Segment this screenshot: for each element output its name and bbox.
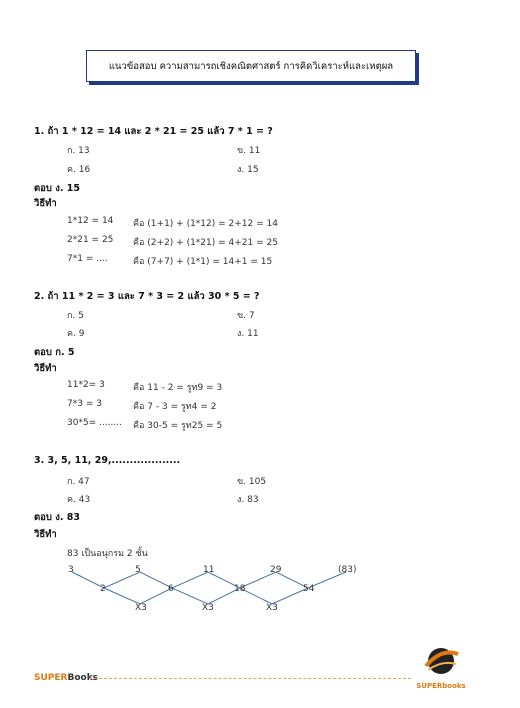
- series-top-1: 3: [68, 565, 74, 575]
- q2-solution-label: วิธีทำ: [34, 363, 57, 374]
- q2-step-3-right: คือ 30-5 = รูท25 = 5: [133, 421, 223, 431]
- footer-divider: [89, 678, 411, 679]
- series-bottom-3: X3: [266, 603, 278, 613]
- footer-brand-books: Books: [67, 673, 99, 683]
- q3-option-a: ก. 47: [67, 477, 90, 487]
- q1-step-1-right: คือ (1+1) + (1*12) = 2+12 = 14: [133, 219, 278, 229]
- page-title: แนวข้อสอบ ความสามารถเชิงคณิตศาสตร์ การคิดวิเคราะห์และเหตุผล: [108, 60, 394, 72]
- series-diagram: [0, 560, 520, 620]
- superbooks-logo-text: SUPERbooks: [416, 682, 466, 690]
- q2-option-a: ก. 5: [67, 311, 84, 321]
- q2-step-3-left: 30*5= ........: [67, 418, 122, 428]
- q2-step-2-left: 7*3 = 3: [67, 399, 102, 409]
- q2-option-d: ง. 11: [237, 329, 259, 339]
- q3-option-d: ง. 83: [237, 495, 259, 505]
- q1-option-d: ง. 15: [237, 165, 259, 175]
- superbooks-logo: [416, 644, 466, 690]
- q1-option-a: ก. 13: [67, 146, 90, 156]
- q2-step-1-right: คือ 11 - 2 = รูท9 = 3: [133, 383, 223, 393]
- series-mid-4: 54: [303, 584, 315, 594]
- series-bottom-2: X3: [202, 603, 214, 613]
- series-top-2: 5: [135, 565, 141, 575]
- q1-solution-label: วิธีทำ: [34, 198, 57, 209]
- q3-note: 83 เป็นอนุกรม 2 ชั้น: [67, 549, 148, 559]
- q1-option-c: ค. 16: [67, 165, 91, 175]
- q2-answer: ตอบ ก. 5: [34, 347, 75, 358]
- q1-step-2-left: 2*21 = 25: [67, 235, 114, 245]
- footer-brand-super: SUPER: [34, 673, 68, 683]
- q1-step-2-right: คือ (2+2) + (1*21) = 4+21 = 25: [133, 238, 278, 248]
- series-top-3: 11: [203, 565, 215, 575]
- q1-option-b: ข. 11: [237, 146, 261, 156]
- series-bottom-1: X3: [135, 603, 147, 613]
- superbooks-logo-icon: [416, 644, 466, 678]
- series-top-4: 29: [270, 565, 282, 575]
- question-3: 3. 3, 5, 11, 29,...................: [34, 455, 181, 466]
- q2-step-2-right: คือ 7 - 3 = รูท4 = 2: [133, 402, 217, 412]
- q1-step-3-left: 7*1 = ....: [67, 254, 108, 264]
- q3-option-b: ข. 105: [237, 477, 267, 487]
- q2-option-c: ค. 9: [67, 329, 85, 339]
- series-mid-2: 6: [168, 584, 174, 594]
- q2-step-1-left: 11*2= 3: [67, 380, 105, 390]
- page-title-box: [86, 50, 416, 82]
- question-1: 1. ถ้า 1 * 12 = 14 และ 2 * 21 = 25 แล้ว 7 * 1 = ?: [34, 126, 273, 137]
- q3-option-c: ค. 43: [67, 495, 91, 505]
- series-mid-3: 18: [234, 584, 246, 594]
- question-2: 2. ถ้า 11 * 2 = 3 และ 7 * 3 = 2 แล้ว 30 * 5 = ?: [34, 291, 260, 302]
- q2-option-b: ข. 7: [237, 311, 255, 321]
- q3-solution-label: วิธีทำ: [34, 529, 57, 540]
- q1-step-3-right: คือ (7+7) + (1*1) = 14+1 = 15: [133, 257, 273, 267]
- series-mid-1: 2: [100, 584, 106, 594]
- q1-step-1-left: 1*12 = 14: [67, 216, 114, 226]
- series-top-5: (83): [338, 565, 357, 575]
- q3-answer: ตอบ ง. 83: [34, 512, 80, 523]
- q1-answer: ตอบ ง. 15: [34, 183, 80, 194]
